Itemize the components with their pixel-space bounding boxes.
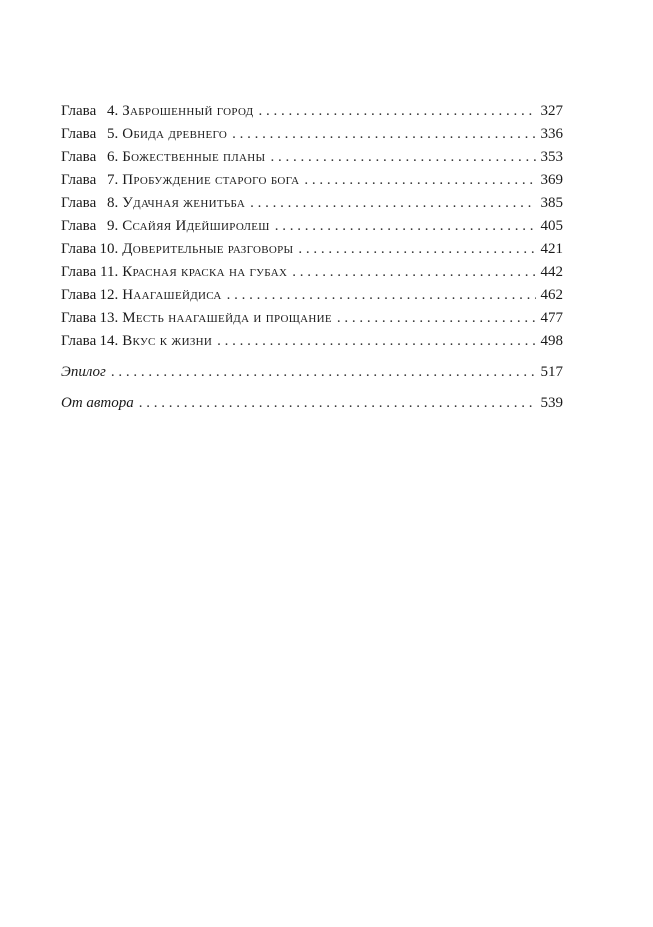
toc-entry-chapter-7[interactable]: [61, 169, 563, 192]
dot-leader: [298, 238, 535, 261]
page-number: 462: [540, 287, 563, 303]
chapter-prefix: Глава: [61, 103, 97, 119]
page-number: 369: [540, 172, 563, 188]
dot-leader: [111, 361, 536, 384]
chapter-number: 14.: [99, 333, 119, 349]
dot-leader: [292, 261, 535, 284]
toc-entry-epilogue[interactable]: [61, 361, 563, 384]
dot-leader: [258, 100, 535, 123]
chapter-number: 11.: [100, 264, 119, 280]
page-number: 327: [540, 103, 563, 119]
chapter-prefix: Глава: [61, 264, 97, 280]
dot-leader: [227, 284, 536, 307]
chapter-title: Доверительные разговоры: [122, 241, 294, 257]
toc-entry-chapter-14[interactable]: [61, 330, 563, 353]
page-number: 498: [540, 333, 563, 349]
chapter-number: 5.: [106, 126, 119, 142]
dot-leader: [270, 146, 535, 169]
chapter-title: Обида древнего: [122, 126, 228, 142]
page-number: 539: [540, 395, 563, 411]
dot-leader: [275, 215, 536, 238]
toc-entry-chapter-6[interactable]: [61, 146, 563, 169]
page-number: 385: [540, 195, 563, 211]
dot-leader: [217, 330, 535, 353]
page-number: 477: [540, 310, 563, 326]
page-number: 421: [540, 241, 563, 257]
toc-entry-chapter-4[interactable]: [61, 100, 563, 123]
toc-entry-chapter-8[interactable]: [61, 192, 563, 215]
section-gap: [61, 353, 563, 361]
toc-entry-chapter-9[interactable]: [61, 215, 563, 238]
chapter-title: Удачная женитьба: [122, 195, 246, 211]
author-note-title: От автора: [61, 395, 134, 411]
dot-leader: [337, 307, 536, 330]
section-gap: [61, 384, 563, 392]
chapter-prefix: Глава: [61, 287, 97, 303]
page-number: 405: [540, 218, 563, 234]
dot-leader: [139, 392, 536, 415]
chapter-number: 9.: [106, 218, 119, 234]
chapter-prefix: Глава: [61, 195, 97, 211]
page-number: 336: [540, 126, 563, 142]
chapter-prefix: Глава: [61, 172, 97, 188]
dot-leader: [304, 169, 535, 192]
toc-entry-chapter-10[interactable]: [61, 238, 563, 261]
page-number: 353: [540, 149, 563, 165]
chapter-prefix: Глава: [61, 241, 97, 257]
dot-leader: [250, 192, 535, 215]
page-number: 442: [540, 264, 563, 280]
chapter-number: 8.: [106, 195, 119, 211]
chapter-title: Пробуждение старого бога: [122, 172, 300, 188]
epilogue-title: Эпилог: [61, 364, 106, 380]
chapter-title: Наагашейдиса: [122, 287, 222, 303]
toc-entry-chapter-13[interactable]: [61, 307, 563, 330]
chapter-number: 13.: [99, 310, 119, 326]
chapter-title: Ссайяя Идейширолеш: [122, 218, 270, 234]
toc-entry-author-note[interactable]: [61, 392, 563, 415]
chapter-title: Божественные планы: [122, 149, 266, 165]
toc-entry-chapter-12[interactable]: [61, 284, 563, 307]
chapter-number: 7.: [106, 172, 119, 188]
toc-entry-chapter-5[interactable]: [61, 123, 563, 146]
chapter-prefix: Глава: [61, 333, 97, 349]
chapter-prefix: Глава: [61, 310, 97, 326]
dot-leader: [232, 123, 535, 146]
chapter-number: 4.: [106, 103, 119, 119]
chapter-title: Вкус к жизни: [122, 333, 213, 349]
table-of-contents: [61, 100, 563, 415]
chapter-title: Заброшенный город: [122, 103, 254, 119]
page-number: 517: [540, 364, 563, 380]
toc-entry-chapter-11[interactable]: [61, 261, 563, 284]
chapter-prefix: Глава: [61, 126, 97, 142]
chapter-prefix: Глава: [61, 149, 97, 165]
chapter-number: 10.: [99, 241, 119, 257]
chapter-number: 6.: [106, 149, 119, 165]
chapter-title: Месть наагашейда и прощание: [122, 310, 332, 326]
chapter-title: Красная краска на губах: [122, 264, 288, 280]
chapter-number: 12.: [99, 287, 119, 303]
chapter-prefix: Глава: [61, 218, 97, 234]
